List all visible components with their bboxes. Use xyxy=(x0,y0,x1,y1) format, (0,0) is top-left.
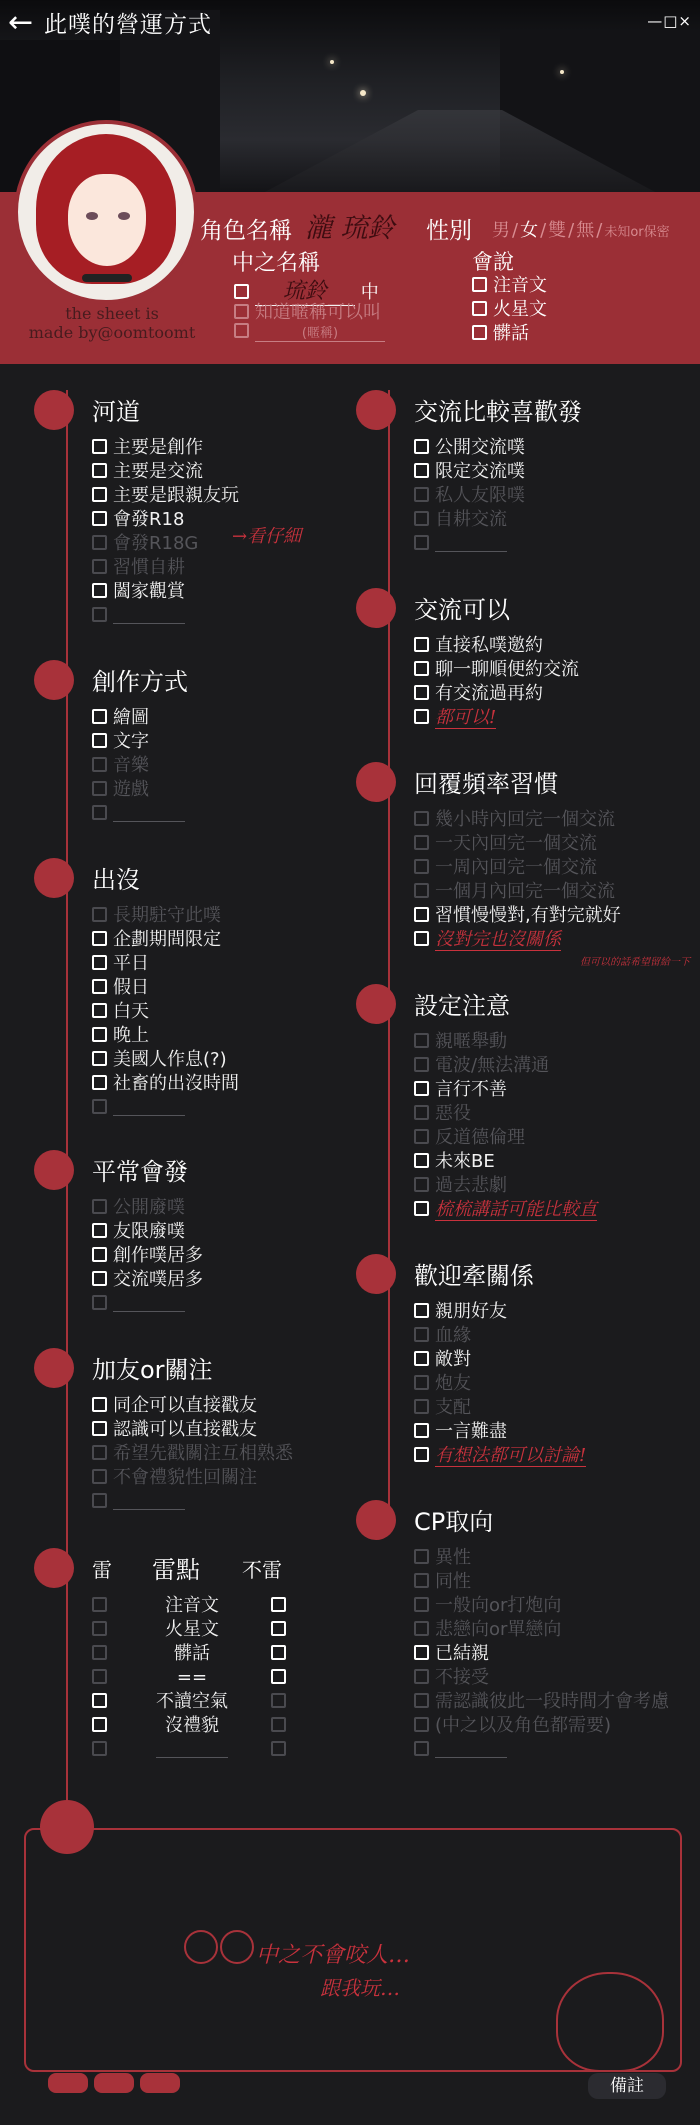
checkbox[interactable] xyxy=(414,1375,429,1390)
list-item-label: 異性 xyxy=(435,1547,471,1568)
list-item[interactable] xyxy=(414,1444,586,1468)
list-item-label xyxy=(113,609,185,624)
list-item[interactable] xyxy=(92,730,185,754)
lightning-no-checkbox[interactable] xyxy=(252,1594,292,1618)
checkbox[interactable] xyxy=(414,535,429,550)
checkbox[interactable] xyxy=(414,1423,429,1438)
list-item-label: 遊戲 xyxy=(113,779,149,800)
list-item[interactable] xyxy=(92,532,239,556)
checkbox[interactable] xyxy=(414,1129,429,1144)
checkbox[interactable] xyxy=(414,883,429,898)
lightning-item-label: 火星文 xyxy=(165,1619,219,1640)
nakanohito-row[interactable]: 琉鈴 中 xyxy=(234,274,379,306)
checkbox[interactable] xyxy=(414,1057,429,1072)
list-item-label: 闔家觀賞 xyxy=(113,581,185,602)
list-item-label: 同企可以直接戳友 xyxy=(113,1395,257,1416)
list-item[interactable] xyxy=(414,1348,586,1372)
list-item[interactable] xyxy=(92,1490,293,1514)
list-item[interactable] xyxy=(92,1268,203,1292)
list-item[interactable] xyxy=(414,1618,669,1642)
list-item[interactable] xyxy=(414,1324,586,1348)
lightning-no-checkbox[interactable] xyxy=(252,1618,292,1642)
list-item[interactable] xyxy=(414,682,579,706)
list-item[interactable] xyxy=(92,1096,239,1120)
checkbox[interactable] xyxy=(414,1201,429,1216)
list-item-label: 一般向or打炮向 xyxy=(435,1595,562,1616)
checkbox[interactable] xyxy=(414,1177,429,1192)
list-item[interactable] xyxy=(414,1198,597,1222)
list-item-label: 白天 xyxy=(113,1001,149,1022)
pill-1[interactable] xyxy=(48,2073,88,2093)
lightning-no-checkbox[interactable] xyxy=(252,1690,292,1714)
checkbox[interactable] xyxy=(92,757,107,772)
list-item[interactable] xyxy=(414,436,525,460)
nakanohito-nickname-option[interactable]: 知道暱稱可以叫 xyxy=(234,298,381,324)
checkbox[interactable] xyxy=(414,1693,429,1708)
window-controls[interactable]: —□× xyxy=(647,12,692,30)
checkbox[interactable] xyxy=(92,583,107,598)
page-title: 此噗的營運方式 xyxy=(44,11,212,38)
lightning-item-label: 注音文 xyxy=(165,1595,219,1616)
checkbox[interactable] xyxy=(92,439,107,454)
list-item-label: 音樂 xyxy=(113,755,149,776)
list-item-label: 公開廢噗 xyxy=(113,1197,185,1218)
gender-options[interactable]: 男 / 女 / 雙 / 無 / 未知or保密 xyxy=(492,220,670,241)
list-item[interactable] xyxy=(414,706,579,730)
checkbox[interactable] xyxy=(92,781,107,796)
checkbox[interactable] xyxy=(414,709,429,724)
list-item-label: 一言難盡 xyxy=(435,1421,507,1442)
checkbox[interactable] xyxy=(92,1051,107,1066)
list-item-label: 電波/無法溝通 xyxy=(435,1055,550,1076)
list-item[interactable] xyxy=(414,1102,597,1126)
checkbox[interactable] xyxy=(92,733,107,748)
checkbox[interactable] xyxy=(414,907,429,922)
lightning-yes-checkbox[interactable] xyxy=(92,1690,132,1714)
list-item-label: 假日 xyxy=(113,977,149,998)
list-item-label: 沒對完也沒關係 xyxy=(435,929,561,950)
list-item-label: 已結親 xyxy=(435,1643,489,1664)
list-item-label: 公開交流噗 xyxy=(435,437,525,458)
checkbox[interactable] xyxy=(92,931,107,946)
list-item-label: (中之以及角色都需要) xyxy=(435,1715,612,1736)
checkbox[interactable] xyxy=(414,1153,429,1168)
lightning-no-checkbox[interactable] xyxy=(252,1714,292,1738)
list-item-label: 有想法都可以討論! xyxy=(435,1445,587,1466)
list-item[interactable] xyxy=(92,928,239,952)
list-item[interactable] xyxy=(414,856,621,880)
list-item[interactable] xyxy=(414,904,621,928)
list-item-label: 私人友限噗 xyxy=(435,485,525,506)
checkbox[interactable] xyxy=(414,931,429,946)
lightning-yes-checkbox[interactable] xyxy=(92,1642,132,1666)
list-item[interactable] xyxy=(92,754,185,778)
list-item[interactable] xyxy=(92,1292,203,1316)
checkbox[interactable] xyxy=(414,1669,429,1684)
char-name-label: 角色名稱 xyxy=(200,218,292,244)
chibi-doodle xyxy=(556,1972,664,2072)
checkbox[interactable] xyxy=(92,1397,107,1412)
list-item[interactable] xyxy=(92,904,239,928)
list-item[interactable] xyxy=(414,1570,669,1594)
checkbox[interactable] xyxy=(414,1741,429,1756)
face-doodle-right xyxy=(220,1930,254,1964)
list-item-label xyxy=(113,1297,185,1312)
list-item[interactable] xyxy=(414,1030,597,1054)
list-item-label: 有交流過再約 xyxy=(435,683,543,704)
list-item-label: 未來BE xyxy=(435,1151,495,1172)
list-item[interactable] xyxy=(414,658,579,682)
list-item[interactable] xyxy=(414,880,621,904)
lightning-no-checkbox[interactable] xyxy=(252,1738,292,1762)
list-item-label: 都可以! xyxy=(435,707,497,728)
list-item-label: 企劃期間限定 xyxy=(113,929,221,950)
top-bar xyxy=(0,0,700,44)
list-item[interactable] xyxy=(92,1220,203,1244)
checkbox[interactable] xyxy=(92,1445,107,1460)
checkbox[interactable] xyxy=(414,1033,429,1048)
lightning-item-label: 髒話 xyxy=(174,1643,210,1664)
list-item[interactable] xyxy=(414,832,621,856)
speaks-list[interactable]: 注音文 火星文 髒話 xyxy=(472,274,547,346)
list-item[interactable] xyxy=(92,778,185,802)
list-item[interactable] xyxy=(414,1690,669,1714)
checkbox[interactable] xyxy=(414,487,429,502)
note-look-carefully: →看仔細 xyxy=(232,526,302,547)
checkbox[interactable] xyxy=(92,487,107,502)
list-item-label: 繪圖 xyxy=(113,707,149,728)
list-item-label: 友限廢噗 xyxy=(113,1221,185,1242)
list-item[interactable] xyxy=(92,952,239,976)
list-item-label: 敵對 xyxy=(435,1349,471,1370)
checkbox[interactable] xyxy=(92,1099,107,1114)
list-item[interactable] xyxy=(414,1546,669,1570)
lightning-yes-checkbox[interactable] xyxy=(92,1618,132,1642)
list-item[interactable] xyxy=(92,460,239,484)
checkbox[interactable] xyxy=(414,1549,429,1564)
list-item[interactable] xyxy=(414,532,525,556)
list-item-label: 會發R18 xyxy=(113,509,185,530)
checkbox[interactable] xyxy=(414,1327,429,1342)
pill-2[interactable] xyxy=(94,2073,134,2093)
list-item-label: 幾小時內回完一個交流 xyxy=(435,809,615,830)
checkbox[interactable] xyxy=(414,1597,429,1612)
checkbox[interactable] xyxy=(414,637,429,652)
lightning-item-label xyxy=(132,1738,252,1762)
list-item[interactable] xyxy=(92,580,239,604)
list-item[interactable] xyxy=(92,1394,293,1418)
checkbox[interactable] xyxy=(92,955,107,970)
list-item[interactable] xyxy=(414,508,525,532)
list-item-label: 一個月內回完一個交流 xyxy=(435,881,615,902)
lightning-yes-checkbox[interactable] xyxy=(92,1666,132,1690)
lightning-item-label: 不讀空氣 xyxy=(156,1691,228,1712)
list-item[interactable] xyxy=(92,1000,239,1024)
checkbox[interactable] xyxy=(414,1447,429,1462)
checkbox[interactable] xyxy=(92,535,107,550)
list-item[interactable] xyxy=(414,1420,586,1444)
list-item[interactable] xyxy=(414,928,621,952)
list-item[interactable] xyxy=(92,556,239,580)
list-item-label xyxy=(435,1743,507,1758)
list-item-label: 文字 xyxy=(113,731,149,752)
list-item[interactable] xyxy=(92,802,185,826)
list-item-label: 習慣自耕 xyxy=(113,557,185,578)
list-item-label: 交流噗居多 xyxy=(113,1269,203,1290)
list-item[interactable] xyxy=(92,436,239,460)
list-item[interactable] xyxy=(414,460,525,484)
list-item-label: 反道德倫理 xyxy=(435,1127,525,1148)
list-item-label: 主要是創作 xyxy=(113,437,203,458)
checkbox[interactable] xyxy=(414,1351,429,1366)
checkbox[interactable] xyxy=(92,1247,107,1262)
list-item[interactable] xyxy=(92,706,185,730)
list-item[interactable] xyxy=(414,1642,669,1666)
lightning-no-checkbox[interactable] xyxy=(252,1642,292,1666)
list-item[interactable] xyxy=(414,1372,586,1396)
list-item[interactable] xyxy=(92,1442,293,1466)
checkbox[interactable] xyxy=(414,1717,429,1732)
list-item[interactable] xyxy=(414,1666,669,1690)
checkbox[interactable] xyxy=(234,284,249,299)
credit: the sheet is made by@oomtoomt xyxy=(28,304,196,342)
list-item[interactable] xyxy=(414,1714,669,1738)
checkbox[interactable] xyxy=(92,907,107,922)
checkbox[interactable] xyxy=(92,979,107,994)
timeline-right xyxy=(388,390,390,1530)
list-item[interactable] xyxy=(92,1072,239,1096)
remark-dot xyxy=(40,1800,94,1854)
list-item-label: 主要是跟親友玩 xyxy=(113,485,239,506)
list-item-label: 親暱舉動 xyxy=(435,1031,507,1052)
checkbox[interactable] xyxy=(92,1003,107,1018)
list-item[interactable] xyxy=(414,808,621,832)
arrow-left-icon[interactable]: ← xyxy=(8,4,34,40)
list-item[interactable] xyxy=(414,634,579,658)
list-item-label: 同性 xyxy=(435,1571,471,1592)
char-name-value[interactable]: 瀧 琉鈴 xyxy=(305,213,395,244)
checkbox[interactable] xyxy=(414,1645,429,1660)
gender-label: 性別 xyxy=(426,218,472,244)
checkbox[interactable] xyxy=(414,1081,429,1096)
list-item-label: 梳梳講話可能比較直 xyxy=(435,1199,597,1220)
list-item[interactable] xyxy=(92,1196,203,1220)
list-item[interactable] xyxy=(414,1150,597,1174)
list-item[interactable] xyxy=(414,1054,597,1078)
list-item-label: 長期駐守此噗 xyxy=(113,905,221,926)
checkbox[interactable] xyxy=(414,685,429,700)
list-item[interactable] xyxy=(414,1300,586,1324)
list-item-label: 限定交流噗 xyxy=(435,461,525,482)
list-item-label: 需認識彼此一段時間才會考慮 xyxy=(435,1691,669,1712)
list-item-label: 美國人作息(?) xyxy=(113,1049,227,1070)
list-item-label: 惡役 xyxy=(435,1103,471,1124)
list-item[interactable] xyxy=(414,1396,586,1420)
checkbox[interactable] xyxy=(92,805,107,820)
sheet-page: ← 此噗的營運方式 —□× the sheet is made by@oomtoomt 角色名稱 瀧 琉鈴 性別 男 / 女 / 雙 / 無 / 未知or保密 中之名稱 琉鈴 中 知道暱稱可以叫 (暱稱) 會說 注音文 火星文 髒話 河道 主要是創作 主要是交流 主要是跟親友玩 會發R18 會發R18G 習慣自耕 闔家觀賞 →看仔細 創作方式 繪圖 文字 音樂 遊戲 出沒 長期駐守此噗 企劃期間限定 平日 假日 白天 晚上 美國人作息(?) 社畜的出沒時間 平常會發 公開廢噗 友限廢噗 創作噗居多 交流噗居多 加友or關注 同企可以直接戳友 認識可以直接戳友 希望先戳關注互相熟悉 不會禮貌性回關注 雷 雷點 不雷 注音文 火星文 髒話 == 不讀空氣 沒禮貌 交流比較喜歡發 公開交流噗 限定交流噗 私人友限噗 自耕交流 交流可以 直接私噗邀約 聊一聊順便約交流 有交流過再約 都可以! 回覆頻率習慣 幾小時內回完一個交流 一天內回完一個交流 一周內回完一個交流 一個月內回完一個交流 習慣慢慢對,有對完就好 沒對完也沒關係 但可以的話希望留給一下 設定注意 親暱舉動 電波/無法溝通 言行不善 惡役 反道德倫理 未來BE 過去悲劇 梳梳講話可能比較直 歡迎牽關係 親朋好友 血緣 敵對 炮友 支配 一言難盡 有想法都可以討論! CP取向 異性 同性 一般向or打炮向 悲戀向or單戀向 已結親 不接受 需認識彼此一段時間才會考慮 (中之以及角色都需要) 中之不會咬人… 跟我玩… 備註 xyxy=(0,0,700,2125)
list-item-label: 晚上 xyxy=(113,1025,149,1046)
checkbox[interactable] xyxy=(414,859,429,874)
checkbox[interactable] xyxy=(92,1421,107,1436)
list-item-label: 血緣 xyxy=(435,1325,471,1346)
list-item-label: 創作噗居多 xyxy=(113,1245,203,1266)
list-item[interactable] xyxy=(92,1048,239,1072)
list-item-label: 一天內回完一個交流 xyxy=(435,833,597,854)
lightning-yes-checkbox[interactable] xyxy=(92,1594,132,1618)
list-item-label: 親朋好友 xyxy=(435,1301,507,1322)
list-item-label: 平日 xyxy=(113,953,149,974)
checkbox[interactable] xyxy=(92,463,107,478)
checkbox[interactable] xyxy=(414,811,429,826)
list-item-label: 不會禮貌性回關注 xyxy=(113,1467,257,1488)
speaks-label: 會說 xyxy=(472,250,514,274)
checkbox[interactable] xyxy=(414,1621,429,1636)
timeline-left xyxy=(66,390,68,1830)
list-item-label xyxy=(113,1101,185,1116)
lightning-item-label: == xyxy=(176,1667,208,1688)
list-item[interactable] xyxy=(414,484,525,508)
list-item-label: 悲戀向or單戀向 xyxy=(435,1619,562,1640)
checkbox[interactable] xyxy=(92,559,107,574)
checkbox[interactable] xyxy=(92,1469,107,1484)
list-item-label: 會發R18G xyxy=(113,533,199,554)
lightning-yes-checkbox[interactable] xyxy=(92,1714,132,1738)
list-item[interactable] xyxy=(92,1024,239,1048)
list-item-label: 習慣慢慢對,有對完就好 xyxy=(435,905,621,926)
list-item-label xyxy=(435,537,507,552)
checkbox[interactable] xyxy=(92,1027,107,1042)
checkbox[interactable] xyxy=(92,511,107,526)
list-item-label: 直接私噗邀約 xyxy=(435,635,543,656)
list-item-label: 社畜的出沒時間 xyxy=(113,1073,239,1094)
checkbox[interactable] xyxy=(414,1399,429,1414)
lightning-yes-checkbox[interactable] xyxy=(92,1738,132,1762)
nakanohito-nickname-blank[interactable]: (暱稱) xyxy=(234,322,385,342)
list-item[interactable] xyxy=(414,1738,669,1762)
nakanohito-label: 中之名稱 xyxy=(232,251,321,276)
checkbox[interactable] xyxy=(414,661,429,676)
checkbox[interactable] xyxy=(92,1271,107,1286)
list-item[interactable] xyxy=(414,1594,669,1618)
checkbox[interactable] xyxy=(414,1105,429,1120)
list-item-label: 過去悲劇 xyxy=(435,1175,507,1196)
note-reply-small: 但可以的話希望留給一下 xyxy=(580,957,690,968)
list-item[interactable] xyxy=(92,604,239,628)
lightning-no-checkbox[interactable] xyxy=(252,1666,292,1690)
list-item[interactable] xyxy=(92,484,239,508)
checkbox[interactable] xyxy=(92,1493,107,1508)
list-item[interactable] xyxy=(414,1078,597,1102)
list-item[interactable] xyxy=(92,1466,293,1490)
list-item-label: 不接受 xyxy=(435,1667,489,1688)
checkbox[interactable] xyxy=(92,709,107,724)
list-item-label: 言行不善 xyxy=(435,1079,507,1100)
list-item-label: 炮友 xyxy=(435,1373,471,1394)
checkbox[interactable] xyxy=(414,1303,429,1318)
list-item-label: 認識可以直接戳友 xyxy=(113,1419,257,1440)
list-item-label: 一周內回完一個交流 xyxy=(435,857,597,878)
list-item[interactable] xyxy=(92,508,239,532)
list-item[interactable] xyxy=(414,1174,597,1198)
lightning-item-label: 沒禮貌 xyxy=(165,1715,219,1736)
checkbox[interactable] xyxy=(92,1199,107,1214)
checkbox[interactable] xyxy=(92,1075,107,1090)
checkbox[interactable] xyxy=(414,463,429,478)
list-item-label: 聊一聊順便約交流 xyxy=(435,659,579,680)
checkbox[interactable] xyxy=(414,1573,429,1588)
list-item-label xyxy=(113,1495,185,1510)
checkbox[interactable] xyxy=(92,1223,107,1238)
checkbox[interactable] xyxy=(92,1295,107,1310)
face-doodle-left xyxy=(184,1930,218,1964)
remark-button[interactable]: 備註 xyxy=(588,2073,666,2099)
list-item[interactable] xyxy=(92,976,239,1000)
list-item-label: 希望先戳關注互相熟悉 xyxy=(113,1443,293,1464)
checkbox[interactable] xyxy=(414,835,429,850)
list-item[interactable] xyxy=(414,1126,597,1150)
list-item[interactable] xyxy=(92,1244,203,1268)
list-item-label: 主要是交流 xyxy=(113,461,203,482)
checkbox[interactable] xyxy=(92,607,107,622)
checkbox[interactable] xyxy=(414,439,429,454)
list-item-label: 支配 xyxy=(435,1397,471,1418)
pill-3[interactable] xyxy=(140,2073,180,2093)
remark-line2: 跟我玩… xyxy=(320,1976,400,2000)
list-item[interactable] xyxy=(92,1418,293,1442)
list-item-label: 自耕交流 xyxy=(435,509,507,530)
remark-line1: 中之不會咬人… xyxy=(256,1943,411,1968)
checkbox[interactable] xyxy=(414,511,429,526)
avatar xyxy=(14,120,198,304)
list-item-label xyxy=(113,807,185,822)
